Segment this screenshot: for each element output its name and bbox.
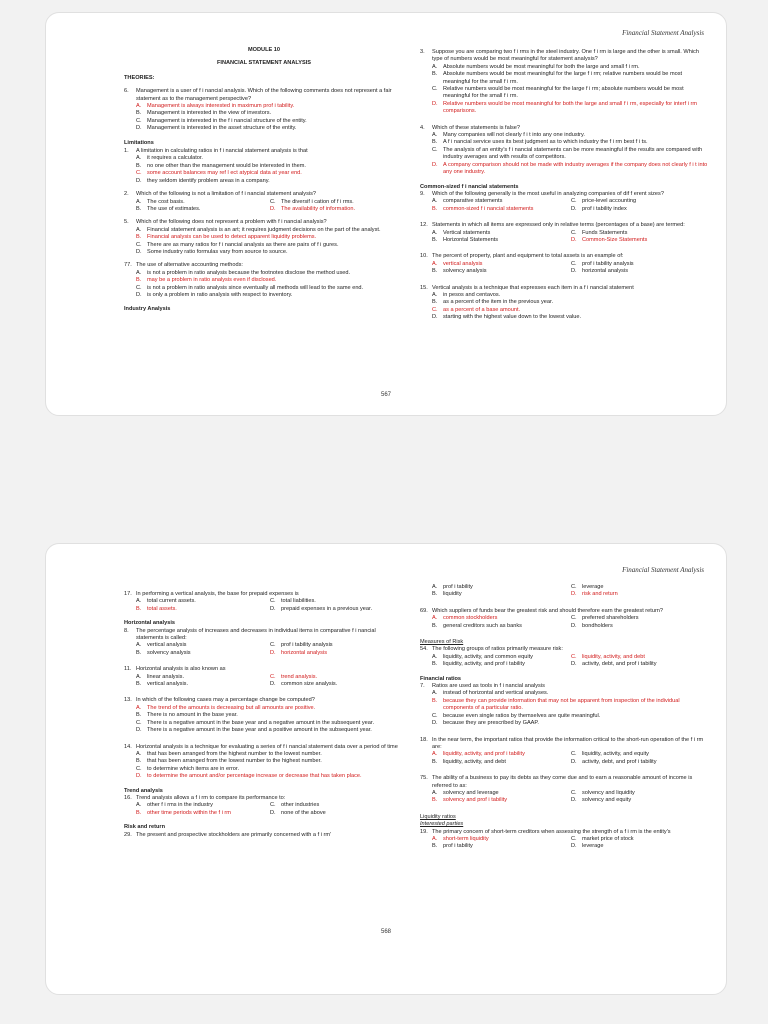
option: C. The analysis of an entity's f i nancial statements can be more meaningful if the results are compared with industry averages and with results of competitors. [432, 146, 703, 161]
question-69: 69. Which suppliers of funds bear the greatest risk and should therefore earn the greatest return? [420, 607, 664, 614]
option: A. in pesos and centavos. [432, 291, 501, 298]
option: D. activity, debt, and prof i tability [571, 661, 657, 668]
option-answer: B. may be a problem in ratio analysis even if disclosed. [136, 277, 277, 284]
option: C. solvency and liquidity [571, 789, 635, 796]
option: C. to determine which items are in error. [136, 765, 240, 772]
option: D. they seldom identify problem areas in a company. [136, 177, 270, 184]
option-answer: A. Management is always interested in maximum prof i tability. [136, 103, 295, 110]
option: B. vertical analysis. [136, 681, 189, 688]
options-grid [124, 598, 404, 613]
option: B. Management is interested in the view of investors. [136, 110, 272, 117]
option: B. liquidity, activity, and debt [432, 758, 506, 765]
option: B. that has been arranged from the lowest number to the highest number. [136, 758, 322, 765]
section-financial-ratios: Financial ratios [420, 675, 462, 682]
option: A. instead of horizontal and vertical analyses. [432, 690, 549, 697]
option: A. Many companies will not clearly f i t into any one industry. [432, 132, 585, 139]
options-grid-q29 [420, 584, 710, 599]
section-measures-of-risk: Measures of Risk [420, 639, 464, 646]
options-grid [124, 674, 404, 689]
option: B. prof i tability [432, 843, 473, 850]
option: B. solvency analysis [432, 268, 487, 275]
option: C. The diversif i cation of f i rms. [270, 198, 354, 205]
option: A. The cost basis. [136, 198, 185, 205]
options-grid [420, 230, 710, 245]
option: D. is only a problem in ratio analysis with respect to inventory. [136, 291, 293, 298]
option-answer: B. Financial analysis can be used to detect apparent liquidity problems. [136, 234, 317, 241]
option: C. Relative numbers would be most meaningful for the large f i rm; absolute numbers would be most meaningful for the small f i rm. [432, 86, 684, 100]
right-column [420, 49, 710, 322]
subsection-interested-parties: Interested parties [420, 821, 464, 828]
option-answer: D. Common-Size Statements [571, 236, 648, 243]
options-grid [124, 199, 404, 214]
option: D. because they are prescribed by GAAP. [432, 720, 539, 727]
option-answer: D. horizontal analysis [270, 649, 328, 656]
option-answer: C. as a percent of a base amount. [432, 306, 521, 313]
page-number: 568 [380, 929, 391, 935]
option: B. no one other than the management would be interested in them. [136, 162, 306, 169]
section-limitations: Limitations [124, 139, 154, 146]
question-4: 4. Which of these statements is false? [420, 124, 520, 131]
option: B. general creditors such as banks [432, 622, 522, 629]
option: D. prepaid expenses in a previous year. [270, 605, 373, 612]
right-column [420, 584, 710, 851]
option: D. bondholders [571, 622, 613, 629]
module-title: MODULE 10 [247, 47, 280, 53]
running-header: Financial Statement Analysis [622, 29, 704, 37]
option: C. There is a negative amount in the base year and a negative amount in the subsequent year. [136, 719, 375, 726]
option: D. horizontal analysis [571, 268, 629, 275]
option: D. solvency and equity [571, 797, 632, 804]
question-29: 29. The present and prospective stockholders are primarily concerned with a f i rm' [124, 831, 332, 838]
question-1: 1. A limitation in calculating ratios in f i nancial statement analysis is that [124, 148, 308, 155]
question-8: 8. The percentage analysis of increases and decreases in individual items in comparative f i nancial statements is called: [124, 627, 376, 642]
option: C. prof i tability analysis [571, 260, 634, 267]
option: A. total current assets. [136, 598, 196, 605]
option: A. vertical analysis [136, 642, 187, 649]
option: A. Vertical statements [432, 229, 491, 236]
question-19: 19. The primary concern of short-term creditors when assessing the strength of a f i rm is the entity's [420, 828, 671, 835]
option-answer: B. total assets. [136, 605, 177, 612]
section-liquidity-ratios: Liquidity ratios [420, 813, 456, 820]
section-industry-analysis: Industry Analysis [124, 306, 171, 313]
question-3: 3. Suppose you are comparing two f i rms in the steel industry. One f i rm is large and the other is small. Which type of numbers would be most meaningful for statement analysis? [420, 49, 699, 63]
option: B. as a percent of the item in the previous year. [432, 299, 554, 306]
option: C. There are as many ratios for f i nancial analysis as there are pairs of f i gures. [136, 241, 339, 248]
chapter-title: FINANCIAL STATEMENT ANALYSIS [216, 60, 312, 67]
options-grid [124, 802, 404, 817]
options-grid [420, 790, 710, 805]
question-10: 10. The percent of property, plant and equipment to total assets is an example of: [420, 253, 624, 260]
option: C. because even single ratios by themselves are quite meaningful. [432, 712, 601, 719]
option-answer: D. to determine the amount and/or percentage increase or decrease that has taken place. [136, 773, 362, 780]
section-theories: THEORIES: [124, 74, 155, 81]
option-answer: C. some account balances may ref l ect atypical data at year end. [136, 170, 302, 177]
option: A. liquidity, activity, and common equity [432, 653, 533, 660]
option-answer: A. common stockholders [432, 615, 498, 622]
option: B. A f i nancial service uses its best judgment as to which industry the f i rm best f i ts. [432, 139, 648, 146]
option: D. There is a negative amount in the base year and a positive amount in the subsequent year. [136, 727, 372, 734]
running-header: Financial Statement Analysis [622, 566, 704, 574]
option-answer: D. A company comparison should not be made with industry averages if the company does not clearly f i t into any one industry. [432, 161, 708, 176]
option: D. none of the above [270, 809, 326, 816]
question-75: 75. The ability of a business to pay its debts as they come due and to earn a reasonable amount of income is referred to as: [420, 775, 693, 789]
option: B. liquidity, activity, and prof i tability [432, 661, 525, 668]
option-answer: B. because they can provide information that may not be apparent from inspection of the individual components of a particular ratio. [432, 697, 680, 712]
question-9: 9. Which of the following generally is the most useful in analyzing companies of dif f erent sizes? [420, 190, 664, 197]
left-column [124, 591, 404, 839]
option: D. activity, debt, and prof i tability [571, 758, 657, 765]
option: C. preferred shareholders [571, 615, 639, 622]
question-17: 17. In performing a vertical analysis, the base for prepaid expenses is [124, 591, 299, 597]
option: C. leverage [571, 584, 604, 590]
question-18: 18. In the near term, the important ratios that provide the information critical to the short-run operation of the f i rm are: [420, 736, 704, 750]
option-answer: B. common-sized f i nancial statements [432, 205, 534, 212]
option: D. common size analysis. [270, 681, 338, 688]
option: C. other industries [270, 802, 320, 809]
section-risk-and-return: Risk and return [124, 824, 166, 831]
question-12: 12. Statements in which all items are expressed only in relative terms (percentages of a base) are termed: [420, 222, 685, 229]
option: A. Absolute numbers would be most meaningful for both the large and small f i rm. [432, 63, 640, 70]
option: C. total liabilities. [270, 598, 316, 605]
option: C. price-level accounting [571, 198, 637, 205]
options-grid [420, 615, 710, 630]
question-6: 6. Management is a user of f i nancial analysis. Which of the following comments does not represent a fair statement as to the management perspective? [124, 88, 392, 102]
option: A. that has been arranged from the highest number to the lowest number. [136, 750, 322, 757]
option: B. The use of estimates. [136, 205, 201, 212]
question-7: 7. Ratios are used as tools in f i nancial analysis [420, 683, 545, 690]
question-15: 15. Vertical analysis is a technique that expresses each item in a f i nancial statement [420, 284, 634, 291]
option: A. linear analysis. [136, 673, 184, 680]
section-horizontal-analysis: Horizontal analysis [124, 620, 175, 627]
option-answer: A. liquidity, activity, and prof i tability [432, 751, 525, 758]
options-grid [420, 654, 710, 669]
question-2: 2. Which of the following is not a limitation of f i nancial statement analysis? [124, 191, 317, 198]
option: C. is not a problem in ratio analysis since eventually all methods will lead to the same end. [136, 284, 364, 291]
option-answer: A. short-term liquidity [432, 835, 489, 842]
option-answer: D. Relative numbers would be most meaningful for both the large and small f i rm, especially for interf i rm comparisons. [432, 100, 698, 115]
options-grid [124, 642, 404, 657]
question-54: 54. The following groups of ratios primarily measure risk: [420, 646, 563, 653]
option: A. prof i tability [432, 584, 473, 590]
option: B. There is no amount in the base year. [136, 712, 238, 719]
option: C. Funds Statements [571, 229, 628, 236]
option: C. liquidity, activity, and equity [571, 751, 649, 758]
option-answer: D. risk and return [571, 591, 618, 598]
option: C. market price of stock [571, 835, 634, 842]
option: A. comparative statements [432, 198, 503, 205]
page-568 [45, 543, 727, 995]
page-567 [45, 12, 727, 416]
option: D. Management is interested in the asset structure of the entity. [136, 125, 297, 132]
page-number: 567 [380, 392, 391, 398]
option: B. Horizontal Statements [432, 236, 499, 243]
option: D. Some industry ratio formulas vary from source to source. [136, 248, 288, 255]
option: A. it requires a calculator. [136, 155, 203, 162]
options-grid [420, 261, 710, 276]
option-answer: B. solvency and prof i tability [432, 797, 508, 804]
option: C. prof i tability analysis [270, 642, 333, 649]
option: A. Financial statement analysis is an art; it requires judgment decisions on the part of the analyst. [136, 226, 381, 233]
question-11: 11. Horizontal analysis is also known as [124, 666, 226, 673]
section-common-sized: Common-sized f i nancial statements [420, 183, 519, 190]
option-answer: D. The availability of information. [270, 205, 355, 212]
question-77: 77. The use of alternative accounting methods: [124, 262, 243, 269]
question-13: 13. In which of the following cases may a percentage change be computed? [124, 697, 315, 704]
question-16: 16. Trend analysis allows a f i rm to compare its performance to: [124, 794, 286, 801]
option: B. liquidity [432, 591, 462, 598]
section-trend-analysis: Trend analysis [124, 787, 163, 794]
option: B. solvency analysis [136, 649, 191, 656]
option-answer: A. The trend of the amounts is decreasing but all amounts are positive. [136, 704, 316, 711]
question-14: 14. Horizontal analysis is a technique for evaluating a series of f i nancial statement data over a period of time [124, 743, 398, 750]
question-5: 5. Which of the following does not represent a problem with f i nancial analysis? [124, 219, 327, 226]
option: A. other f i rms in the industry [136, 802, 213, 809]
options-grid [420, 836, 710, 851]
left-column [124, 47, 404, 314]
option-answer: C. liquidity, activity, and debt [571, 653, 645, 660]
option: B. Absolute numbers would be most meaningful for the large f i rm; relative numbers would be most meaningful for the small f i rm. [432, 71, 683, 85]
option: D. prof i tability index [571, 205, 627, 212]
option: C. Management is interested in the f i nancial structure of the entity. [136, 117, 307, 124]
option-answer: A. vertical analysis [432, 260, 483, 267]
options-grid [420, 751, 710, 766]
option: D. leverage [571, 843, 604, 850]
option-answer: B. other time periods within the f i rm [136, 809, 231, 816]
option: A. is not a problem in ratio analysis because the footnotes disclose the method used. [136, 269, 351, 276]
option: A. solvency and leverage [432, 789, 499, 796]
option: D. starting with the highest value down to the lowest value. [432, 314, 582, 321]
option-answer: C. trend analysis. [270, 673, 318, 680]
options-grid [420, 198, 710, 213]
